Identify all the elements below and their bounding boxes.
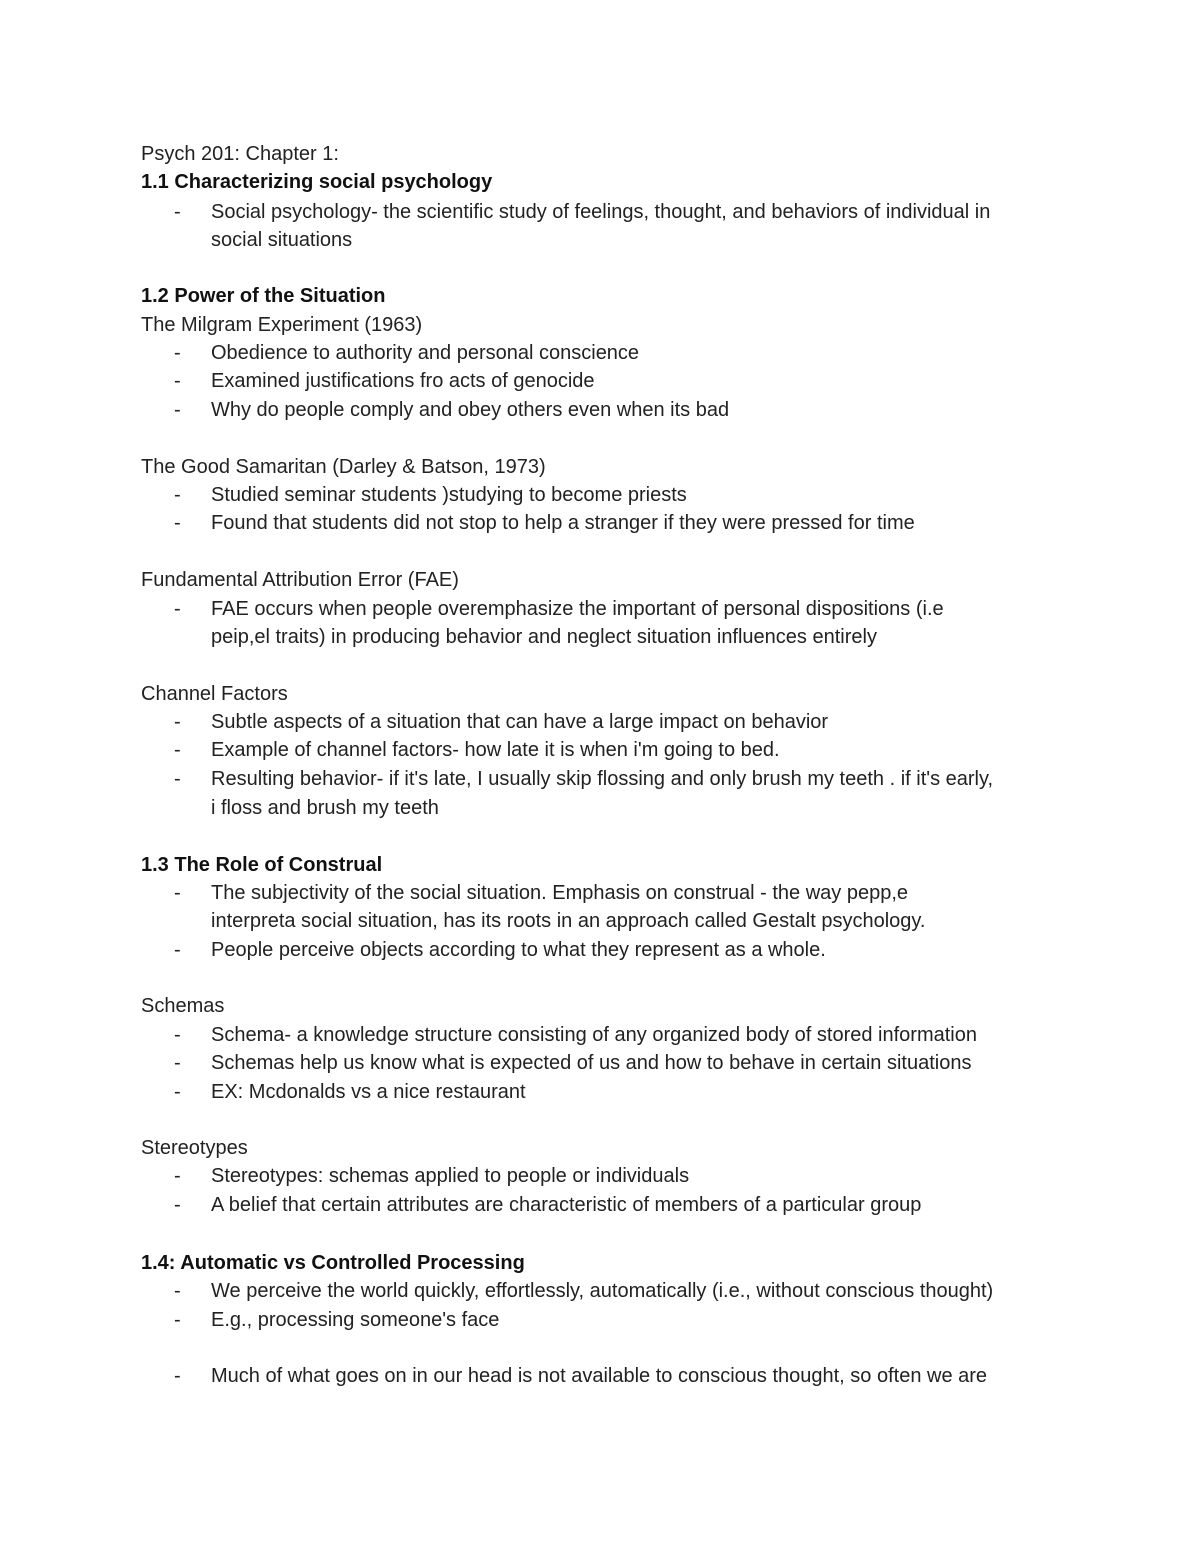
bullet-dash: -: [174, 1365, 181, 1387]
section-heading-1-3: 1.3 The Role of Construal: [141, 854, 383, 876]
bullet-dash: -: [174, 1081, 181, 1103]
bullet-dash: -: [174, 1024, 181, 1046]
bullet-dash: -: [174, 882, 181, 904]
bullet-text: Examined justifications fro acts of genocide: [211, 370, 595, 392]
bullet-dash: -: [174, 342, 181, 364]
bullet-text: Subtle aspects of a situation that can have a large impact on behavior: [211, 711, 829, 733]
bullet-text: People perceive objects according to what they represent as a whole.: [211, 939, 826, 961]
bullet-text: Schema- a knowledge structure consisting of any organized body of stored information: [211, 1024, 977, 1046]
bullet-dash: -: [174, 1165, 181, 1187]
section-heading-1-2: 1.2 Power of the Situation: [141, 285, 386, 307]
bullet-text-continued: social situations: [211, 229, 353, 251]
section-heading-1-4: 1.4: Automatic vs Controlled Processing: [141, 1252, 525, 1274]
bullet-dash: -: [174, 1280, 181, 1302]
subsection-title-samaritan: The Good Samaritan (Darley & Batson, 1973): [141, 456, 546, 478]
document-title: Psych 201: Chapter 1:: [141, 143, 339, 165]
bullet-dash: -: [174, 598, 181, 620]
bullet-text: E.g., processing someone's face: [211, 1309, 500, 1331]
bullet-dash: -: [174, 939, 181, 961]
bullet-text-continued: interpreta social situation, has its roots in an approach called Gestalt psychology.: [211, 910, 926, 932]
bullet-dash: -: [174, 711, 181, 733]
subsection-title-fae: Fundamental Attribution Error (FAE): [141, 569, 459, 591]
bullet-text: EX: Mcdonalds vs a nice restaurant: [211, 1081, 526, 1103]
bullet-text: Obedience to authority and personal conscience: [211, 342, 640, 364]
bullet-text: Why do people comply and obey others even when its bad: [211, 399, 730, 421]
bullet-text: Resulting behavior- if it's late, I usually skip flossing and only brush my teeth . if it's early,: [211, 768, 994, 790]
bullet-text: FAE occurs when people overemphasize the important of personal dispositions (i.e: [211, 598, 944, 620]
bullet-dash: -: [174, 512, 181, 534]
bullet-text: The subjectivity of the social situation. Emphasis on construal - the way pepp,e: [211, 882, 909, 904]
bullet-text-continued: i floss and brush my teeth: [211, 797, 439, 819]
bullet-text: Schemas help us know what is expected of us and how to behave in certain situations: [211, 1052, 972, 1074]
bullet-dash: -: [174, 768, 181, 790]
bullet-dash: -: [174, 739, 181, 761]
subsection-title-milgram: The Milgram Experiment (1963): [141, 314, 423, 336]
subsection-title-schemas: Schemas: [141, 995, 225, 1017]
bullet-dash: -: [174, 370, 181, 392]
bullet-text: Much of what goes on in our head is not available to conscious thought, so often we are: [211, 1365, 988, 1387]
bullet-text: A belief that certain attributes are characteristic of members of a particular group: [211, 1194, 922, 1216]
bullet-text: Studied seminar students )studying to become priests: [211, 484, 687, 506]
bullet-dash: -: [174, 201, 181, 223]
bullet-text: Found that students did not stop to help a stranger if they were pressed for time: [211, 512, 915, 534]
bullet-text: We perceive the world quickly, effortlessly, automatically (i.e., without conscious thought): [211, 1280, 994, 1302]
bullet-text: Example of channel factors- how late it is when i'm going to bed.: [211, 739, 780, 761]
bullet-text: Stereotypes: schemas applied to people or individuals: [211, 1165, 690, 1187]
bullet-text: Social psychology- the scientific study of feelings, thought, and behaviors of individual in: [211, 201, 991, 223]
subsection-title-channel: Channel Factors: [141, 683, 288, 705]
bullet-dash: -: [174, 484, 181, 506]
bullet-dash: -: [174, 1309, 181, 1331]
subsection-title-stereotypes: Stereotypes: [141, 1137, 248, 1159]
section-heading-1-1: 1.1 Characterizing social psychology: [141, 171, 493, 193]
bullet-text-continued: peip,el traits) in producing behavior and neglect situation influences entirely: [211, 626, 877, 648]
bullet-dash: -: [174, 1052, 181, 1074]
bullet-dash: -: [174, 399, 181, 421]
bullet-dash: -: [174, 1194, 181, 1216]
